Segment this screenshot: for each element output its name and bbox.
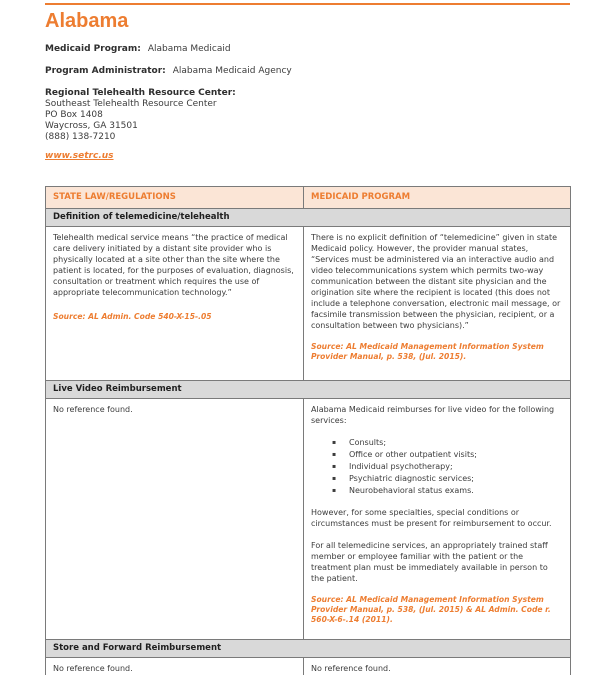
program-administrator-label: Program Administrator: — [45, 66, 166, 76]
service-item-neurobehavioral: ▪ Neurobehavioral status exams. — [332, 485, 563, 496]
service-item-psychiatric-diagnostic: ▪ Psychiatric diagnostic services; — [332, 473, 563, 484]
definition-medicaid-cell — [304, 227, 571, 381]
live-video-source: Source: AL Medicaid Management Information System Provider Manual, p. 538, (Jul. 2015) & AL Admin. Code r. 560-X-6-.14 (2011). — [311, 595, 551, 624]
store-forward-state-law-text: No reference found. — [53, 664, 133, 673]
definition-state-law-text: Telehealth medical service means “the practice of medical care delivery initiated by a distant site provider who is physically located at a site other than the site where the patient is located, for the purposes of evaluation, diagnosis, consultation or treatment which requires the use of appropriate telecommunication technology.” — [53, 233, 294, 297]
table-header-row — [46, 187, 571, 209]
policy-comparison-table — [45, 186, 571, 675]
section-title-store-forward: Store and Forward Reimbursement — [46, 640, 571, 658]
live-video-staff-text: For all telemedicine services, an appropriately trained staff member or employee familiar with the patient or the treatment plan must be immediately available in person to the patient. — [311, 541, 548, 583]
section-header-definition — [46, 209, 571, 227]
live-video-intro-text: Alabama Medicaid reimburses for live video for the following services: — [311, 405, 555, 425]
service-item-psychotherapy: ▪ Individual psychotherapy; — [332, 461, 563, 472]
definition-medicaid-source: Source: AL Medicaid Management Information System Provider Manual, p. 538, (Jul. 2015). — [311, 342, 544, 361]
section-header-live-video — [46, 381, 571, 399]
resource-center-label: Regional Telehealth Resource Center: — [45, 88, 236, 98]
definition-content-row — [46, 227, 571, 381]
medicaid-program-label: Medicaid Program: — [45, 44, 141, 54]
store-forward-medicaid-text: No reference found. — [311, 664, 391, 673]
resource-center-city: Waycross, GA 31501 — [45, 121, 138, 131]
section-title-live-video: Live Video Reimbursement — [46, 381, 571, 399]
medicaid-program-line — [45, 44, 570, 55]
page-content — [45, 0, 570, 675]
live-video-state-law-cell — [46, 399, 304, 640]
definition-medicaid-text: There is no explicit definition of “telemedicine” given in state Medicaid policy. However, the provider manual states, “Services must be administered via an interactive audio and video telecommunications system which permits two-way communication between the distant site physician and the origination site where the recipient is located (this does not include a telephone conversation, electronic mail message, or facsimile transmission between the physician, recipient, or a consultation between two physicians).” — [311, 233, 561, 330]
program-administrator-line — [45, 66, 570, 77]
store-forward-state-law-cell — [46, 658, 304, 675]
live-video-service-list — [311, 437, 563, 496]
top-divider-rule — [45, 3, 570, 5]
column-header-medicaid-program: MEDICAID PROGRAM — [304, 187, 571, 209]
page-title: Alabama — [45, 10, 129, 32]
section-header-store-forward — [46, 640, 571, 658]
live-video-medicaid-cell — [304, 399, 571, 640]
store-forward-medicaid-cell — [304, 658, 571, 675]
section-title-definition: Definition of telemedicine/telehealth — [46, 209, 571, 227]
resource-center-website-link[interactable]: www.setrc.us — [45, 151, 114, 161]
live-video-state-law-text: No reference found. — [53, 405, 133, 414]
resource-center-heading — [45, 88, 570, 99]
store-forward-content-row — [46, 658, 571, 675]
resource-center-po-box: PO Box 1408 — [45, 110, 103, 120]
resource-center-name: Southeast Telehealth Resource Center — [45, 99, 217, 109]
live-video-conditions-text: However, for some specialties, special conditions or circumstances must be present for reimbursement to occur. — [311, 508, 552, 528]
service-item-consults: ▪ Consults; — [332, 437, 563, 448]
live-video-content-row — [46, 399, 571, 640]
service-item-office-visits: ▪ Office or other outpatient visits; — [332, 449, 563, 460]
resource-center-phone: (888) 138-7210 — [45, 132, 116, 142]
definition-state-law-cell — [46, 227, 304, 381]
column-header-state-law: STATE LAW/REGULATIONS — [46, 187, 304, 209]
program-administrator-value: Alabama Medicaid Agency — [172, 66, 292, 76]
medicaid-program-value: Alabama Medicaid — [147, 44, 231, 54]
definition-state-law-source: Source: AL Admin. Code 540-X-15-.05 — [53, 312, 212, 321]
